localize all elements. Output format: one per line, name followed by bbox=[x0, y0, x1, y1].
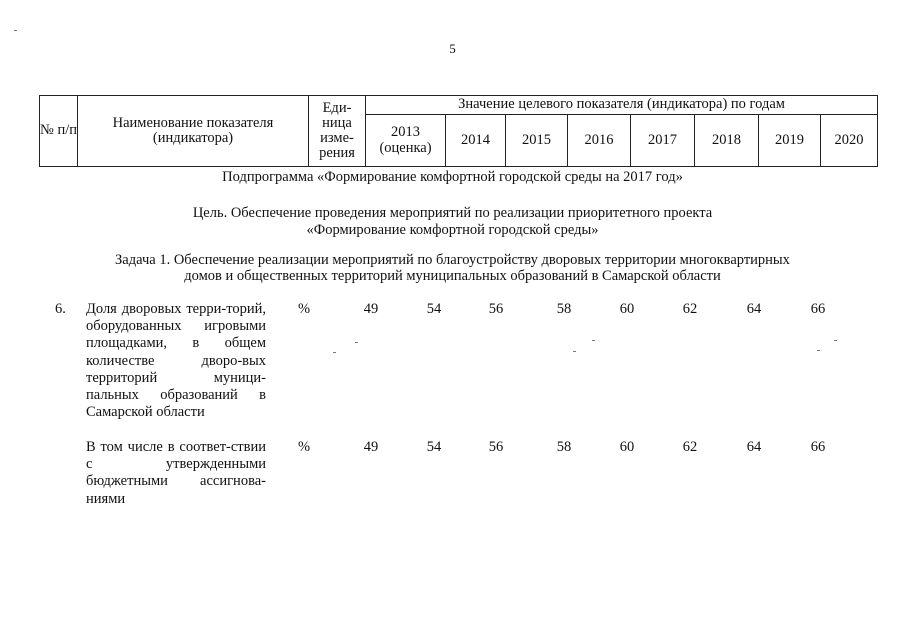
task-line-2: домов и общественных территорий муниципальных образований в Самарской области bbox=[184, 268, 721, 284]
header-year-2015: 2015 bbox=[506, 115, 568, 167]
header-year-2016: 2016 bbox=[568, 115, 631, 167]
row-indicator-name: Доля дворовых терри-торий, оборудованных игровыми площадками, в общем количестве дворо-вых территорий муници-пальных образований в Самарской области bbox=[86, 301, 266, 421]
header-value-group: Значение целевого показателя (индикатора) по годам bbox=[366, 96, 878, 115]
header-num: № п/п bbox=[40, 96, 78, 167]
goal-line-2: «Формирование комфортной городской среды» bbox=[306, 222, 599, 238]
scan-speck bbox=[834, 340, 837, 341]
row-value-2016: 58 bbox=[556, 439, 572, 455]
row-number: 6. bbox=[55, 301, 66, 317]
scan-speck bbox=[14, 30, 17, 31]
header-unit: Еди- ница изме- рения bbox=[309, 96, 366, 167]
row-value-2013: 49 bbox=[363, 439, 379, 455]
header-year-2018: 2018 bbox=[695, 115, 759, 167]
scan-speck bbox=[573, 351, 576, 352]
row-value-2018: 62 bbox=[682, 439, 698, 455]
row-unit: % bbox=[298, 301, 311, 317]
row-unit: % bbox=[298, 439, 311, 455]
header-year-2014: 2014 bbox=[446, 115, 506, 167]
page-number: 5 bbox=[449, 41, 456, 56]
row-value-2018: 62 bbox=[682, 301, 698, 317]
row-value-2017: 60 bbox=[619, 439, 635, 455]
row-value-2020: 66 bbox=[810, 301, 826, 317]
row-indicator-name: В том числе в соответ-ствии с утвержденными бюджетными ассигнова-ниями bbox=[86, 439, 266, 507]
row-value-2015: 56 bbox=[488, 301, 504, 317]
row-value-2019: 64 bbox=[746, 301, 762, 317]
scan-speck bbox=[592, 340, 595, 341]
scan-speck bbox=[355, 342, 358, 343]
row-value-2017: 60 bbox=[619, 301, 635, 317]
scan-speck bbox=[333, 352, 336, 353]
row-value-2015: 56 bbox=[488, 439, 504, 455]
row-value-2014: 54 bbox=[426, 439, 442, 455]
goal-line-1: Цель. Обеспечение проведения мероприятий по реализации приоритетного проекта bbox=[192, 205, 713, 221]
task-line-1: Задача 1. Обеспечение реализации мероприятий по благоустройству дворовых территории многоквартирных bbox=[115, 252, 790, 268]
row-value-2020: 66 bbox=[810, 439, 826, 455]
subprogram-title: Подпрограмма «Формирование комфортной городской среды на 2017 год» bbox=[222, 169, 683, 185]
header-name: Наименование показателя (индикатора) bbox=[78, 96, 309, 167]
header-year-2013: 2013 (оценка) bbox=[366, 115, 446, 167]
row-value-2019: 64 bbox=[746, 439, 762, 455]
row-value-2016: 58 bbox=[556, 301, 572, 317]
header-year-2017: 2017 bbox=[631, 115, 695, 167]
indicator-table-header bbox=[39, 95, 878, 167]
scan-speck bbox=[817, 350, 820, 351]
header-year-2019: 2019 bbox=[759, 115, 821, 167]
header-year-2020: 2020 bbox=[821, 115, 878, 167]
row-value-2013: 49 bbox=[363, 301, 379, 317]
row-value-2014: 54 bbox=[426, 301, 442, 317]
